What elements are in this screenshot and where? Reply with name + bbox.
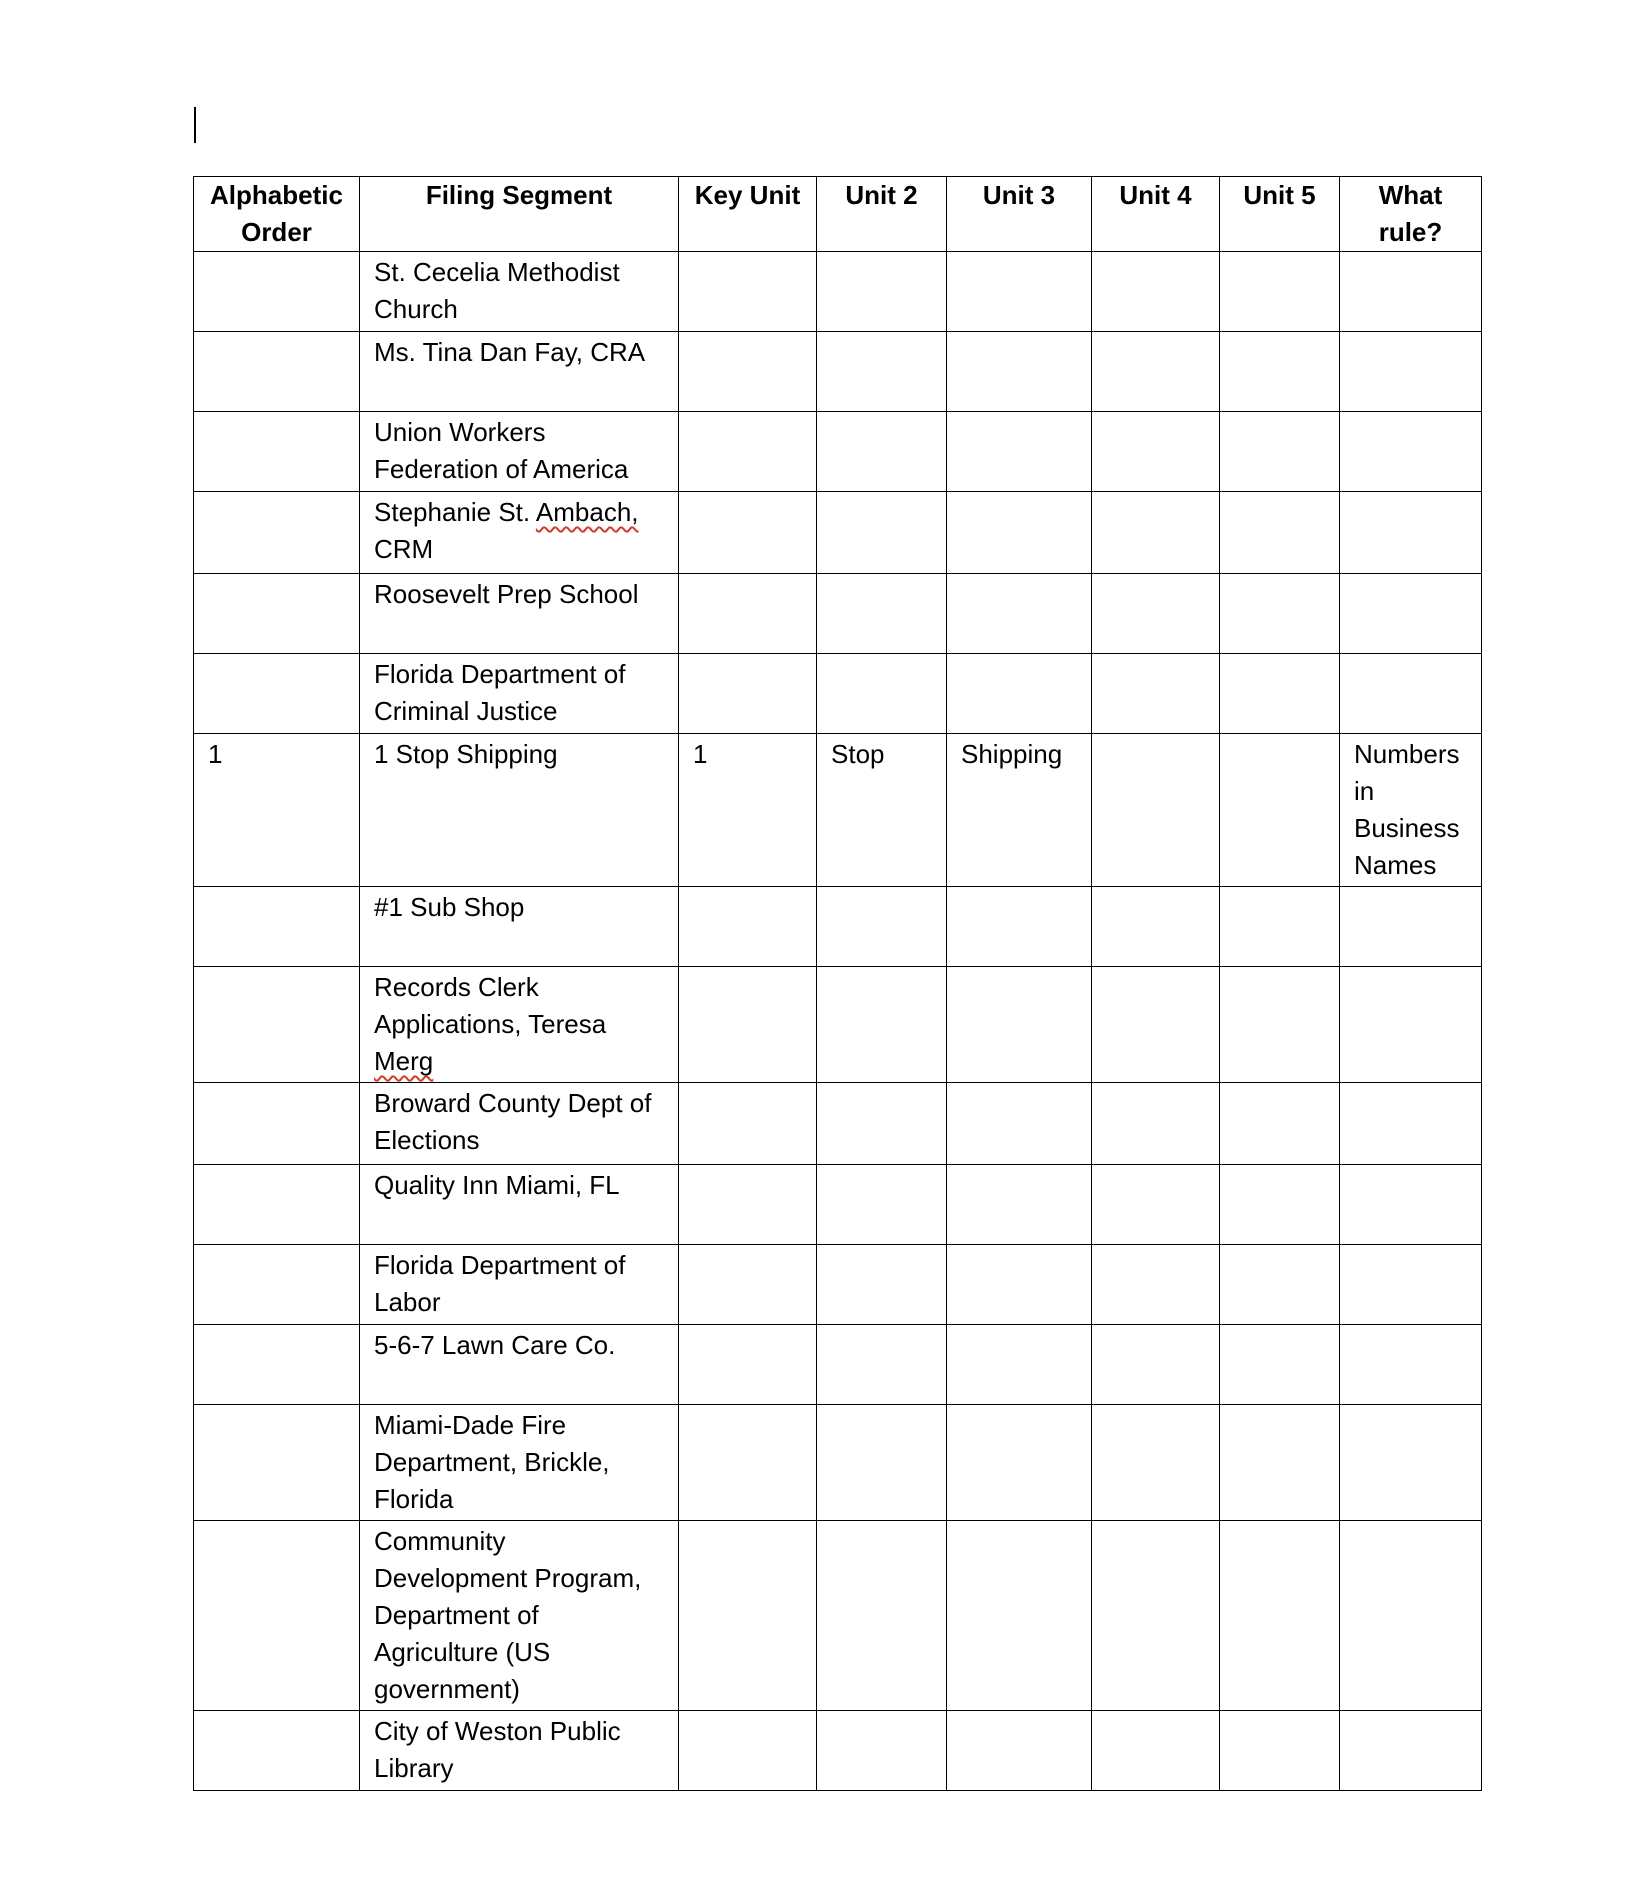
cell-segment[interactable]: Community Development Program, Department of Agriculture (US government) xyxy=(360,1521,679,1711)
cell-key-unit[interactable] xyxy=(679,1711,817,1791)
table-row xyxy=(194,1521,1482,1711)
cell-unit-2[interactable] xyxy=(817,1405,947,1521)
cell-unit-3[interactable] xyxy=(947,412,1092,492)
cell-unit-2[interactable] xyxy=(817,574,947,654)
cell-key-unit[interactable] xyxy=(679,654,817,734)
cell-unit-4[interactable] xyxy=(1092,1405,1220,1521)
cell-rule[interactable] xyxy=(1340,332,1482,412)
cell-unit-5[interactable] xyxy=(1220,1325,1340,1405)
cell-unit-5[interactable] xyxy=(1220,734,1340,887)
cell-segment[interactable]: Ms. Tina Dan Fay, CRA xyxy=(360,332,679,412)
cell-unit-3[interactable] xyxy=(947,1405,1092,1521)
cell-order[interactable] xyxy=(194,1711,360,1791)
cell-rule[interactable] xyxy=(1340,1165,1482,1245)
text-cursor xyxy=(194,107,196,143)
table-row xyxy=(194,1711,1482,1791)
cell-unit-2[interactable] xyxy=(817,1165,947,1245)
cell-unit-4[interactable] xyxy=(1092,1325,1220,1405)
cell-rule[interactable] xyxy=(1340,1405,1482,1521)
cell-order[interactable] xyxy=(194,492,360,574)
table-row xyxy=(194,332,1482,412)
cell-segment[interactable]: 5-6-7 Lawn Care Co. xyxy=(360,1325,679,1405)
header-key-unit: Key Unit xyxy=(679,177,817,252)
cell-key-unit[interactable] xyxy=(679,1325,817,1405)
cell-key-unit[interactable] xyxy=(679,1521,817,1711)
table-row xyxy=(194,252,1482,332)
table-row xyxy=(194,1165,1482,1245)
cell-unit-5[interactable] xyxy=(1220,1521,1340,1711)
cell-segment[interactable]: Quality Inn Miami, FL xyxy=(360,1165,679,1245)
cell-unit-2[interactable] xyxy=(817,1521,947,1711)
cell-unit-3[interactable] xyxy=(947,1165,1092,1245)
header-unit-3: Unit 3 xyxy=(947,177,1092,252)
cell-unit-4[interactable] xyxy=(1092,1083,1220,1165)
cell-order[interactable] xyxy=(194,1245,360,1325)
cell-unit-2[interactable] xyxy=(817,412,947,492)
table-row xyxy=(194,887,1482,967)
cell-rule[interactable] xyxy=(1340,967,1482,1083)
header-unit-5: Unit 5 xyxy=(1220,177,1340,252)
cell-unit-5[interactable] xyxy=(1220,412,1340,492)
table-row xyxy=(194,1083,1482,1165)
cell-rule[interactable] xyxy=(1340,1711,1482,1791)
cell-unit-2[interactable] xyxy=(817,1325,947,1405)
cell-rule[interactable] xyxy=(1340,1521,1482,1711)
cell-unit-3[interactable] xyxy=(947,1325,1092,1405)
table-row xyxy=(194,967,1482,1083)
cell-order[interactable] xyxy=(194,252,360,332)
cell-order[interactable] xyxy=(194,887,360,967)
cell-order[interactable] xyxy=(194,1165,360,1245)
cell-rule[interactable] xyxy=(1340,887,1482,967)
cell-unit-4[interactable] xyxy=(1092,1165,1220,1245)
cell-unit-4[interactable] xyxy=(1092,654,1220,734)
cell-segment[interactable]: Miami-Dade Fire Department, Brickle, Florida xyxy=(360,1405,679,1521)
cell-key-unit[interactable] xyxy=(679,412,817,492)
cell-unit-2[interactable] xyxy=(817,1083,947,1165)
cell-rule[interactable] xyxy=(1340,654,1482,734)
cell-unit-5[interactable] xyxy=(1220,887,1340,967)
cell-rule[interactable] xyxy=(1340,492,1482,574)
cell-unit-4[interactable] xyxy=(1092,1521,1220,1711)
cell-rule[interactable] xyxy=(1340,1325,1482,1405)
cell-order[interactable] xyxy=(194,1405,360,1521)
cell-unit-3[interactable] xyxy=(947,574,1092,654)
cell-segment[interactable]: Roosevelt Prep School xyxy=(360,574,679,654)
cell-order[interactable] xyxy=(194,1083,360,1165)
cell-unit-2[interactable] xyxy=(817,1711,947,1791)
cell-unit-2[interactable] xyxy=(817,1245,947,1325)
table-row xyxy=(194,574,1482,654)
cell-unit-2[interactable] xyxy=(817,967,947,1083)
cell-unit-3[interactable] xyxy=(947,967,1092,1083)
cell-unit-5[interactable] xyxy=(1220,492,1340,574)
cell-segment[interactable]: Florida Department of Criminal Justice xyxy=(360,654,679,734)
cell-unit-4[interactable] xyxy=(1092,887,1220,967)
cell-order[interactable] xyxy=(194,1521,360,1711)
cell-unit-5[interactable] xyxy=(1220,1083,1340,1165)
segment-text-part: CRM xyxy=(374,534,434,564)
spelling-error-word: Ambach, xyxy=(535,497,639,527)
cell-rule[interactable] xyxy=(1340,1083,1482,1165)
cell-segment[interactable]: Florida Department of Labor xyxy=(360,1245,679,1325)
cell-rule[interactable] xyxy=(1340,574,1482,654)
cell-unit-2[interactable] xyxy=(817,252,947,332)
header-what-rule: What rule? xyxy=(1340,177,1482,252)
cell-segment[interactable]: Broward County Dept of Elections xyxy=(360,1083,679,1165)
cell-unit-4[interactable] xyxy=(1092,734,1220,887)
cell-unit-5[interactable] xyxy=(1220,1165,1340,1245)
cell-order[interactable] xyxy=(194,574,360,654)
cell-unit-3[interactable] xyxy=(947,1083,1092,1165)
cell-unit-2[interactable]: Stop xyxy=(817,734,947,887)
cell-segment[interactable]: St. Cecelia Methodist Church xyxy=(360,252,679,332)
header-alphabetic-order: Alphabetic Order xyxy=(194,177,360,252)
table-row xyxy=(194,412,1482,492)
cell-key-unit[interactable] xyxy=(679,332,817,412)
cell-key-unit[interactable] xyxy=(679,1083,817,1165)
cell-key-unit[interactable] xyxy=(679,967,817,1083)
header-unit-4: Unit 4 xyxy=(1092,177,1220,252)
cell-order[interactable] xyxy=(194,412,360,492)
table-row xyxy=(194,654,1482,734)
segment-text-part: Records Clerk Applications, Teresa xyxy=(374,972,607,1039)
cell-unit-4[interactable] xyxy=(1092,252,1220,332)
header-filing-segment: Filing Segment xyxy=(360,177,679,252)
cell-unit-3[interactable] xyxy=(947,887,1092,967)
cell-unit-4[interactable] xyxy=(1092,574,1220,654)
cell-unit-3[interactable] xyxy=(947,252,1092,332)
cell-unit-4[interactable] xyxy=(1092,492,1220,574)
filing-table xyxy=(193,176,1482,1791)
cell-key-unit[interactable] xyxy=(679,252,817,332)
header-row xyxy=(194,177,1482,252)
cell-key-unit[interactable] xyxy=(679,1165,817,1245)
cell-key-unit[interactable] xyxy=(679,1405,817,1521)
cell-segment[interactable]: City of Weston Public Library xyxy=(360,1711,679,1791)
cell-unit-5[interactable] xyxy=(1220,967,1340,1083)
cell-unit-2[interactable] xyxy=(817,492,947,574)
cell-unit-5[interactable] xyxy=(1220,574,1340,654)
cell-order[interactable]: 1 xyxy=(194,734,360,887)
segment-text-part: Stephanie St. xyxy=(374,497,536,527)
cell-unit-4[interactable] xyxy=(1092,332,1220,412)
cell-order[interactable] xyxy=(194,1325,360,1405)
cell-unit-3[interactable] xyxy=(947,492,1092,574)
cell-unit-2[interactable] xyxy=(817,332,947,412)
cell-unit-2[interactable] xyxy=(817,887,947,967)
table-row xyxy=(194,1325,1482,1405)
cell-unit-3[interactable]: Shipping xyxy=(947,734,1092,887)
spelling-error-word: Merg xyxy=(374,1046,434,1076)
cell-segment[interactable]: Union Workers Federation of America xyxy=(360,412,679,492)
cell-unit-3[interactable] xyxy=(947,1521,1092,1711)
table-row xyxy=(194,492,1482,574)
cell-rule[interactable]: Numbers in Business Names xyxy=(1340,734,1482,887)
cell-unit-3[interactable] xyxy=(947,332,1092,412)
cell-key-unit[interactable] xyxy=(679,1245,817,1325)
cell-key-unit[interactable] xyxy=(679,492,817,574)
cell-order[interactable] xyxy=(194,332,360,412)
table-row xyxy=(194,1245,1482,1325)
cell-key-unit[interactable]: 1 xyxy=(679,734,817,887)
cell-unit-3[interactable] xyxy=(947,1245,1092,1325)
table-row xyxy=(194,1405,1482,1521)
cell-segment[interactable]: 1 Stop Shipping xyxy=(360,734,679,887)
cell-unit-5[interactable] xyxy=(1220,1711,1340,1791)
header-unit-2: Unit 2 xyxy=(817,177,947,252)
cell-unit-5[interactable] xyxy=(1220,1245,1340,1325)
cell-unit-5[interactable] xyxy=(1220,252,1340,332)
cell-unit-4[interactable] xyxy=(1092,412,1220,492)
table-row xyxy=(194,734,1482,887)
cell-unit-5[interactable] xyxy=(1220,332,1340,412)
cell-segment[interactable] xyxy=(360,492,679,574)
cell-unit-2[interactable] xyxy=(817,654,947,734)
cell-rule[interactable] xyxy=(1340,252,1482,332)
cell-key-unit[interactable] xyxy=(679,887,817,967)
cell-key-unit[interactable] xyxy=(679,574,817,654)
cell-unit-3[interactable] xyxy=(947,1711,1092,1791)
cell-rule[interactable] xyxy=(1340,1245,1482,1325)
cell-unit-4[interactable] xyxy=(1092,1711,1220,1791)
cell-order[interactable] xyxy=(194,654,360,734)
cell-segment[interactable]: #1 Sub Shop xyxy=(360,887,679,967)
cell-rule[interactable] xyxy=(1340,412,1482,492)
cell-unit-4[interactable] xyxy=(1092,967,1220,1083)
cell-unit-3[interactable] xyxy=(947,654,1092,734)
cell-unit-4[interactable] xyxy=(1092,1245,1220,1325)
cell-unit-5[interactable] xyxy=(1220,1405,1340,1521)
cell-order[interactable] xyxy=(194,967,360,1083)
cell-segment[interactable] xyxy=(360,967,679,1083)
cell-unit-5[interactable] xyxy=(1220,654,1340,734)
